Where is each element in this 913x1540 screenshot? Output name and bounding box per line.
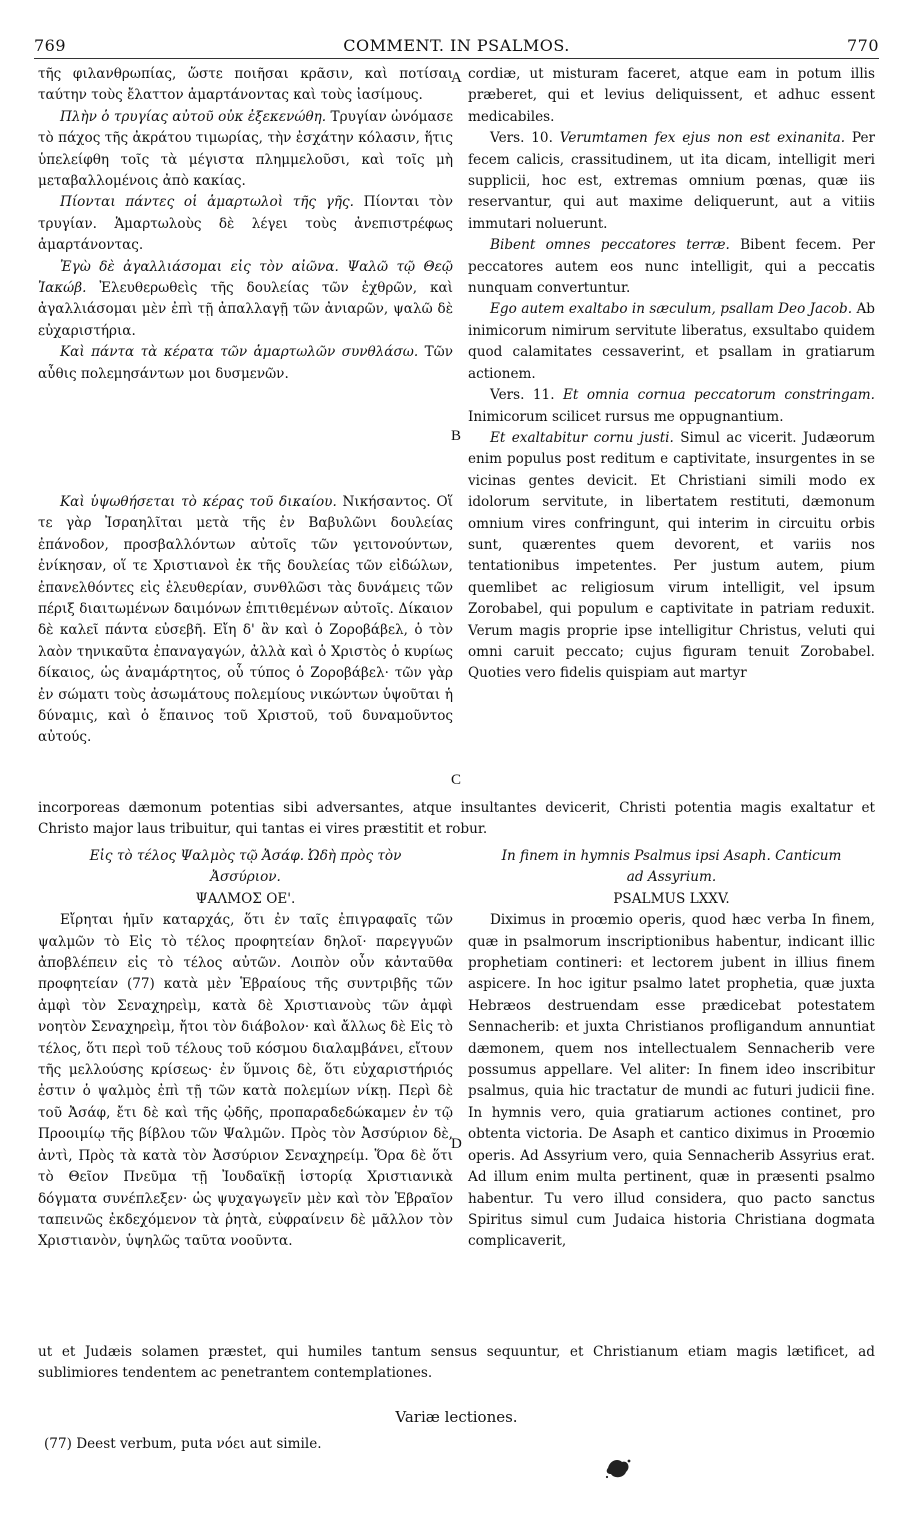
latin-paragraph-3 [468,235,875,299]
footnotes-heading: Variæ lectiones. [395,1408,518,1426]
latin-lemma: Bibent omnes peccatores terræ. [490,237,730,254]
latin-psalm-title-2 [468,867,875,888]
latin-title-line-2: ad Assyrium. [626,869,717,886]
greek-lemma: Καὶ πάντα τὰ κέρατα τῶν ἁμαρτωλῶν συνθλάσω. [60,344,419,361]
latin-commentary: Inimicorum scilicet rursus me oppugnantium. [468,408,784,425]
latin-paragraph-5 [468,385,875,428]
greek-commentary: Τῶν αὖθις πολεμησάντων μοι δυσμενῶν. [38,344,453,382]
latin-paragraph-6 [468,428,875,685]
running-header [34,36,879,58]
greek-paragraph-3 [38,192,453,256]
latin-psalm-heading: PSALMUS LXXV. [613,890,730,907]
greek-paragraph-5 [38,342,453,385]
footnote-77: (77) Deest verbum, puta νόει aut simile. [44,1436,322,1452]
latin-paragraph-1: cordiæ, ut misturam faceret, atque eam in potum illis præberet, qui et levius deliquissent, et adhuc essent medicabiles. [468,66,875,125]
greek-psalm-heading: ΨΑΛΜΟΣ ΟΕ'. [195,890,296,907]
greek-lemma: Πλὴν ὁ τρυγίας αὐτοῦ οὐκ ἐξεκενώθη. [60,108,327,125]
latin-commentary: Per fecem calicis, crassitudinem, ut ita dicam, intelligit meri supplicii, hoc est, extremas omnium pœnas, quæ iis reservantur, qui aut maxime deliquerunt, aut a vitiis immutari noluerunt. [468,130,875,232]
greek-commentary: Πίονται τὸν τρυγίαν. Ἁμαρτωλοὺς δὲ λέγει τοὺς ἀνεπιστρέφως ἁμαρτάνοντας. [38,194,453,254]
greek-paragraph-7: Εἴρηται ἡμῖν καταρχάς, ὅτι ἐν ταῖς ἐπιγραφαῖς τῶν ψαλμῶν τὸ Εἰς τὸ τέλος προφητείαν δηλοῖ· παρεγγυῶν ἀποβλέπειν εἰς τὸ τέλος αὐτῶν. Λοιπὸν οὖν κἀνταῦθα προφητείαν (77) κατὰ μὲν Ἑβραίους τῆς συντριβῆς τῶν ἀμφὶ τὸν Σεναχηρεὶμ, κατὰ δὲ Χριστιανοὺς τῶν ἀμφὶ νοητὸν Σεναχηρεὶμ, ἤτοι τὸν διάβολον· καὶ ἄλλως δὲ Εἰς τὸ τέλος, ὅτι περὶ τοῦ τέλους τοῦ κόσμου διαλαμβάνει, εἴτουν τῆς μελλούσης κρίσεως· ἐν ὕμνοις δὲ, ὅτι εὐχαριστήριός ἐστιν ὁ ψαλμὸς ἐπὶ τῇ τῶν κατὰ πολεμίων νίκῃ. Περὶ δὲ τοῦ Ἀσάφ, ἔτι δὲ καὶ τῆς ᾠδῆς, προπαραδεδώκαμεν ἐν τῷ Προοιμίῳ τῆς βίβλου τῶν Ψαλμῶν. Πρὸς τὸν Ἀσσύριον δὲ, ἀντὶ, Πρὸς τὰ κατὰ τὸν Ἀσσύριον Σεναχηρείμ. Ὅρα δὲ ὅτι τὸ Θεῖον Πνεῦμα τῇ Ἰουδαϊκῇ ἱστορίᾳ Χριστιανικὰ δόγματα συνέπλεξεν· ὡς ψυχαγωγεῖν μὲν καὶ τὸν Ἑβραῖον ταπεινῶς ἐκδεχόμενον τὰ ῥητὰ, εὐφραίνειν δὲ μᾶλλον τὸν Χριστιανὸν, ὑψηλῶς ταῦτα νοοῦντα. [38,912,453,1250]
greek-paragraph-2 [38,107,453,193]
greek-commentary: Νικήσαντος. Οἵ τε γὰρ Ἰσραηλῖται μετὰ τῆς ἐν Βαβυλῶνι δουλείας ἐπάνοδον, προσβαλλόντων αὐτοῖς τῶν γειτονούντων, ἐνίκησαν, οἵ τε Χριστιανοὶ ἐκ τῆς δουλείας τῶν εἰδώλων, ἐπανελθόντες εἰς ἐλευθερίαν, συνθλῶσι τὰς δυνάμεις τῶν πέριξ διαιτωμένων δαιμόνων ἐπιτιθεμένων αὐτοῖς. Δίκαιον δὲ καλεῖ πάντα εὐσεβῆ. Εἴη δ' ἂν καὶ ὁ Ζοροβάβελ, ὁ τὸν λαὸν τηνικαῦτα ἐπαναγαγών, ἀλλὰ καὶ ὁ Χριστὸς ὁ κυρίως δίκαιος, ὡς ἀναμάρτητος, οὗ τύπος ὁ Ζοροβάβελ· τῶν γὰρ ἐν σώματι τοὺς ἀσωμάτους πολεμίους νικώντων ὑψοῦται ἡ δύναμις, καὶ ὁ ἔπαινος τοῦ Χριστοῦ, τοῦ δυναμοῦντος αὐτούς. [38,494,453,746]
latin-title-line-1: In finem in hymnis Psalmus ipsi Asaph. Canticum [501,848,842,864]
greek-column-lower [38,846,453,1253]
latin-lemma: Ego autem exaltabo in sæculum, psallam Deo Jacob. [490,301,853,318]
greek-lemma: Ἐγὼ δὲ ἀγαλλιάσομαι εἰς τὸν αἰῶνα. Ψαλῶ τῷ Θεῷ Ἰακώβ. [38,258,453,297]
latin-commentary: Simul ac vicerit. Judæorum enim populus post reditum e captivitate, insurgentes in se vicinas gentes devicit. Et Christiani simili modo ex idolorum servitute, in libertatem restituti, dæmonum omnium vires confringunt, qui interim in circuitu orbis sunt, quærentes quem devorent, et variis nos tentationibus impetentes. Per justum autem, pium quemlibet ac religiosum virum intelligit, vel ipsum Zorobabel, qui populum e captivitate in patriam reduxit. Verum magis proprie ipse intelligitur Christus, veluti qui omni caruit peccato; cujus figuram tenuit Zorobabel. Quoties vero fidelis quispiam aut martyr [468,429,875,682]
continuation-text: ut et Judæis solamen præstet, qui humiles tantum sensus sequuntur, et Christianum etiam magis lætificet, ad sublimiores tendentem ac penetrantem contemplationes. [38,1344,875,1382]
greek-psalm-title [38,846,453,867]
verse-label: Vers. 10. [490,130,553,147]
greek-psalm-title-2 [38,867,453,888]
continuation-text: incorporeas dæmonum potentias sibi adversantes, atque insultantes devicerit, Christi potentia magis exaltatur et Christo major laus tribuitur, qui tantas ei vires præstitit et robur. [38,800,875,838]
greek-paragraph-6 [38,492,453,749]
fullwidth-continuation-1 [38,798,875,841]
latin-lemma: Verumtamen fex ejus non est exinanita. [559,130,846,147]
latin-paragraph-4 [468,299,875,385]
greek-column-upper [38,64,453,385]
latin-psalm-title [468,846,875,867]
ink-blot-ornament [604,1456,632,1480]
greek-paragraph-4 [38,257,453,343]
greek-commentary: Ἐλευθερωθεὶς τῆς δουλείας τῶν ἐχθρῶν, καὶ ἀγαλλιάσομαι μὲν ἐπὶ τῇ ἀπαλλαγῇ τῶν ἀνιαρῶν, ψαλῶ δὲ εὐχαριστήρια. [38,280,453,339]
fullwidth-continuation-2 [38,1342,875,1385]
right-page-number: 770 [846,36,879,55]
greek-title-line-2: Ἀσσύριον. [210,869,281,886]
greek-commentary: Τρυγίαν ὠνόμασε τὸ πάχος τῆς ἀκράτου τιμωρίας, τὴν ἐσχάτην κόλασιν, ἥτις ὑπελείφθη τοῖς τὰ μέγιστα πλημμελοῦσι, καὶ τοῖς μὴ μεταβαλλομένοις ἀπὸ κακίας. [38,108,453,190]
latin-lemma: Et exaltabitur cornu justi. [490,429,674,446]
greek-paragraph-1: τῆς φιλανθρωπίας, ὥστε ποιῆσαι κρᾶσιν, καὶ ποτίσαι ταύτην τοὺς ἔλαττον ἁμαρτάνοντας καὶ τοὺς ἰασίμους. [38,66,453,104]
greek-title-line-1: Εἰς τὸ τέλος Ψαλμὸς τῷ Ἀσάφ. Ὠδὴ πρὸς τὸν [89,848,402,864]
latin-column-lower [468,846,875,1253]
greek-column-middle [38,492,453,749]
latin-lemma: Et omnia cornua peccatorum constringam. [563,387,875,404]
greek-lemma: Πίονται πάντες οἱ ἁμαρτωλοὶ τῆς γῆς. [60,194,354,211]
greek-lemma: Καὶ ὑψωθήσεται τὸ κέρας τοῦ δικαίου. [60,494,337,510]
latin-commentary: Bibent fecem. Per peccatores autem eos nunc intelligit, qui a peccatis nunquam convertuntur. [468,237,875,297]
section-marker-b: B [451,428,462,444]
latin-paragraph-2 [468,128,875,235]
section-marker-d: D [451,1136,462,1152]
section-marker-a: A [451,70,462,86]
latin-column-upper [468,64,875,685]
latin-paragraph-7: Diximus in proœmio operis, quod hæc verba In finem, quæ in psalmorum inscriptionibus habentur, indicant illic prophetiam contineri: et lectorem jubent in illius finem aspicere. In hoc igitur psalmo latet prophetia, quæ juxta Hebræos destruendam esse prædicebat potestatem Sennacherib: et juxta Christianos profligandum annuntiat dæmonem, quem nos intellectualem Sennacherib vere possumus appellare. Vel aliter: In finem ideo inscribitur psalmus, quia hic tractatur de mundi ac futuri judicii fine. In hymnis vero, quia gratiarum actiones continet, pro obtenta victoria. De Asaph et cantico diximus in Proœmio operis. Ad Assyrium vero, quia Sennacherib Assyrius erat. Ad illum enim multa pertinent, quæ in præsenti psalmo habentur. Tu vero illud considera, quo pacto sanctus Spiritus simul cum Judaica historia Christiana dogmata complicaverit, [468,912,875,1250]
latin-commentary: Ab inimicorum nimirum servitute liberatus, exsultabo quidem quod calamitates cessaverint, et psallam in gratiarum actionem. [468,301,875,382]
header-rule [34,58,879,59]
verse-label: Vers. 11. [490,387,555,404]
section-marker-c: C [451,772,462,788]
left-page-number: 769 [34,36,67,55]
running-title: COMMENT. IN PSALMOS. [343,36,570,55]
